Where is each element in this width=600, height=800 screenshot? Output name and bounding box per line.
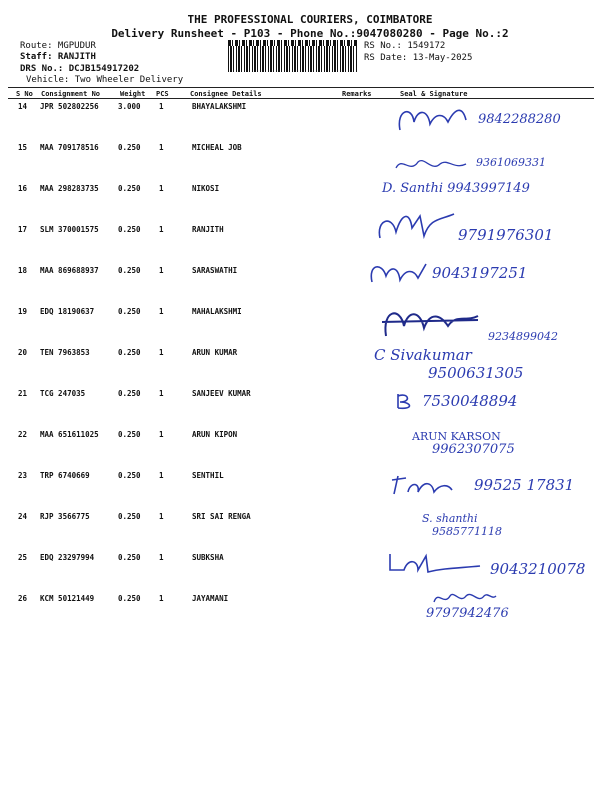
weight-cell: 0.250 <box>118 471 141 480</box>
signature-scribble <box>378 302 488 342</box>
sno-cell: 16 <box>18 184 28 193</box>
signature-phone: 9791976301 <box>458 226 554 244</box>
pcs-cell: 1 <box>159 348 164 357</box>
col-header-consignment: Consignment No <box>41 90 101 98</box>
weight-cell: 0.250 <box>118 225 141 234</box>
sno-cell: 20 <box>18 348 28 357</box>
weight-cell: 3.000 <box>118 102 141 111</box>
weight-cell: 0.250 <box>118 594 141 603</box>
consignment-cell: MAA 651611025 <box>40 430 99 439</box>
weight-cell: 0.250 <box>118 143 141 152</box>
pcs-cell: 1 <box>159 471 164 480</box>
consignment-cell: JPR 502802256 <box>40 102 99 111</box>
table-row <box>0 594 600 635</box>
signature-phone: 9043210078 <box>490 560 586 578</box>
pcs-cell: 1 <box>159 143 164 152</box>
table-top-rule <box>8 87 594 88</box>
consignee-cell: ARUN KIPON <box>192 430 238 439</box>
weight-cell: 0.250 <box>118 389 141 398</box>
weight-cell: 0.250 <box>118 307 141 316</box>
weight-cell: 0.250 <box>118 512 141 521</box>
consignee-cell: NIKOSI <box>192 184 220 193</box>
pcs-cell: 1 <box>159 389 164 398</box>
consignment-cell: MAA 298283735 <box>40 184 99 193</box>
sno-cell: 23 <box>18 471 28 480</box>
consignment-cell: RJP 3566775 <box>40 512 90 521</box>
signature-phone: 9585771118 <box>432 525 502 538</box>
barcode-image <box>228 40 358 72</box>
signature-phone: 9962307075 <box>432 442 515 457</box>
rs-date: RS Date: 13-May-2025 <box>364 53 473 63</box>
pcs-cell: 1 <box>159 266 164 275</box>
consignment-cell: MAA 869688937 <box>40 266 99 275</box>
company-title: THE PROFESSIONAL COURIERS, COIMBATORE <box>187 13 433 26</box>
sno-cell: 24 <box>18 512 28 521</box>
consignment-cell: SLM 370001575 <box>40 225 99 234</box>
table-row <box>0 512 600 553</box>
consignment-cell: EDQ 23297994 <box>40 553 95 562</box>
drs-number: DRS No.: DCJB154917202 <box>20 64 140 74</box>
consignee-cell: SARASWATHI <box>192 266 238 275</box>
pcs-cell: 1 <box>159 307 164 316</box>
pcs-cell: 1 <box>159 184 164 193</box>
consignee-cell: SANJEEV KUMAR <box>192 389 251 398</box>
consignment-cell: EDQ 18190637 <box>40 307 95 316</box>
weight-cell: 0.250 <box>118 553 141 562</box>
signature-scribble <box>430 588 500 608</box>
signature-phone: 9043197251 <box>432 264 528 282</box>
consignment-cell: TCG 247035 <box>40 389 86 398</box>
signature-phone: 9361069331 <box>476 156 546 169</box>
consignment-cell: TEN 7963853 <box>40 348 90 357</box>
consignee-cell: MAHALAKSHMI <box>192 307 242 316</box>
consignee-cell: RANJITH <box>192 225 224 234</box>
sno-cell: 19 <box>18 307 28 316</box>
sno-cell: 18 <box>18 266 28 275</box>
col-header-sno: S No <box>16 90 33 98</box>
signature-name: ARUN KARSON <box>412 430 501 443</box>
weight-cell: 0.250 <box>118 430 141 439</box>
signature-name: C Sivakumar <box>374 346 472 364</box>
pcs-cell: 1 <box>159 102 164 111</box>
signature-scribble <box>366 258 436 288</box>
signature-scribble <box>388 470 458 500</box>
route-label: Route: MGPUDUR <box>20 41 96 51</box>
col-header-weight: Weight <box>120 90 146 98</box>
sno-cell: 14 <box>18 102 28 111</box>
consignee-cell: ARUN KUMAR <box>192 348 238 357</box>
signature-scribble <box>374 206 464 246</box>
vehicle-label: Vehicle: Two Wheeler Delivery <box>26 75 184 85</box>
consignee-cell: SUBKSHA <box>192 553 224 562</box>
weight-cell: 0.250 <box>118 184 141 193</box>
signature-name: S. shanthi <box>422 512 478 525</box>
sno-cell: 26 <box>18 594 28 603</box>
signature-phone: 99525 17831 <box>474 476 575 494</box>
sno-cell: 22 <box>18 430 28 439</box>
consignee-cell: SRI SAI RENGA <box>192 512 251 521</box>
signature-scribble <box>394 390 418 412</box>
consignment-cell: TRP 6740669 <box>40 471 90 480</box>
staff-label: Staff: RANJITH <box>20 52 96 62</box>
sno-cell: 25 <box>18 553 28 562</box>
col-header-remarks: Remarks <box>342 90 372 98</box>
weight-cell: 0.250 <box>118 266 141 275</box>
sno-cell: 17 <box>18 225 28 234</box>
runsheet-title: Delivery Runsheet - P103 - Phone No.:9047080280 - Page No.:2 <box>111 27 509 40</box>
pcs-cell: 1 <box>159 512 164 521</box>
pcs-cell: 1 <box>159 553 164 562</box>
signature-scribble <box>384 548 484 576</box>
col-header-seal: Seal & Signature <box>400 90 468 98</box>
signature-scribble <box>392 100 487 138</box>
pcs-cell: 1 <box>159 225 164 234</box>
consignee-cell: MICHEAL JOB <box>192 143 242 152</box>
col-header-consignee: Consignee Details <box>190 90 262 98</box>
sno-cell: 21 <box>18 389 28 398</box>
consignee-cell: SENTHIL <box>192 471 224 480</box>
signature-phone: 9234899042 <box>488 330 558 343</box>
table-header-rule <box>8 98 594 99</box>
pcs-cell: 1 <box>159 430 164 439</box>
col-header-pcs: PCS <box>156 90 169 98</box>
consignee-cell: JAYAMANI <box>192 594 229 603</box>
signature-phone: 9500631305 <box>428 364 524 382</box>
sno-cell: 15 <box>18 143 28 152</box>
signature-phone: 9797942476 <box>426 606 509 621</box>
consignment-cell: MAA 709178516 <box>40 143 99 152</box>
consignment-cell: KCM 50121449 <box>40 594 95 603</box>
consignee-cell: BHAYALAKSHMI <box>192 102 247 111</box>
signature-phone: 9842288280 <box>478 112 561 127</box>
signature-scribble <box>392 152 472 176</box>
signature-phone: 7530048894 <box>422 392 518 410</box>
pcs-cell: 1 <box>159 594 164 603</box>
signature-phone: D. Santhi 9943997149 <box>382 181 530 196</box>
weight-cell: 0.250 <box>118 348 141 357</box>
rs-number: RS No.: 1549172 <box>364 41 446 51</box>
